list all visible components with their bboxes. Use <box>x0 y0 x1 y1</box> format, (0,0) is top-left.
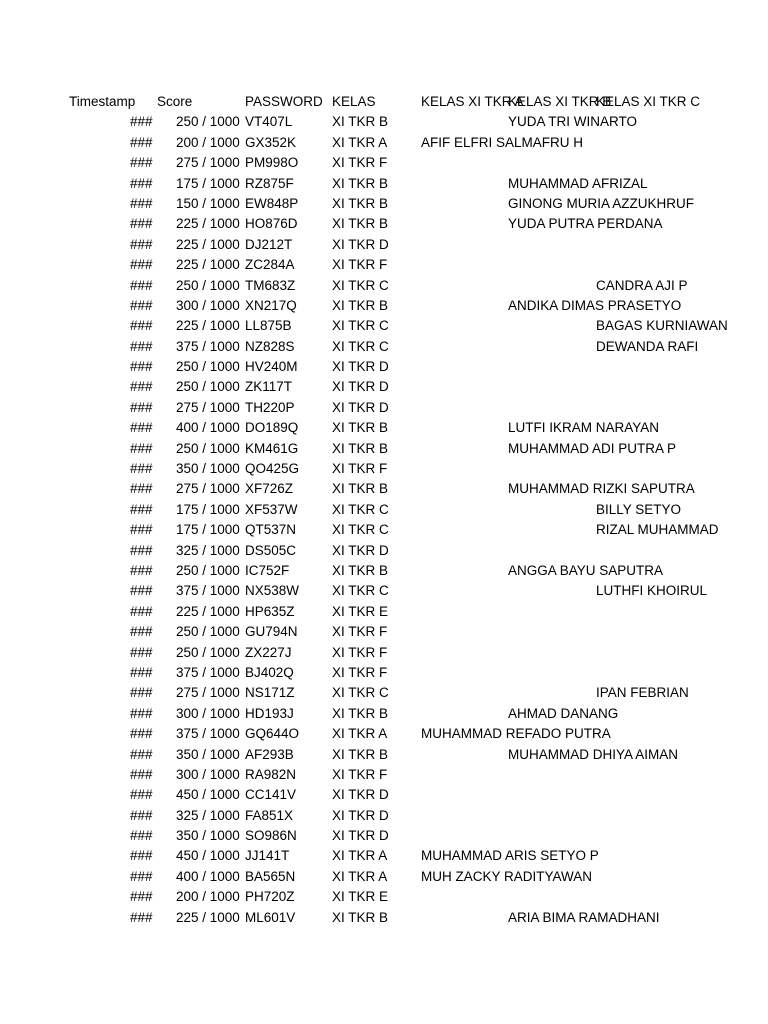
table-row <box>0 846 768 866</box>
score-cell: 175 / 1000 <box>176 522 240 538</box>
table-row <box>0 622 768 642</box>
timestamp-cell: ### <box>130 766 153 782</box>
score-cell: 200 / 1000 <box>176 134 240 150</box>
timestamp-cell: ### <box>130 155 153 171</box>
table-row <box>0 439 768 459</box>
timestamp-cell: ### <box>130 705 153 721</box>
student-name-cell: AFIF ELFRI SALMAFRU H <box>421 134 584 150</box>
kelas-cell: XI TKR F <box>332 644 388 660</box>
kelas-cell: XI TKR B <box>332 195 389 211</box>
student-name-cell: ARIA BIMA RAMADHANI <box>508 909 660 925</box>
header-password: PASSWORD <box>245 94 323 109</box>
timestamp-cell: ### <box>130 868 153 884</box>
student-name-cell: IPAN FEBRIAN <box>596 685 689 701</box>
score-cell: 150 / 1000 <box>176 195 240 211</box>
kelas-cell: XI TKR A <box>332 868 388 884</box>
password-cell: FA851X <box>245 807 294 823</box>
timestamp-cell: ### <box>130 216 153 232</box>
kelas-cell: XI TKR B <box>332 114 389 130</box>
password-cell: NX538W <box>245 583 300 599</box>
table-row <box>0 459 768 479</box>
header-kelas-a: KELAS XI TKR A <box>421 94 524 109</box>
table-row <box>0 418 768 438</box>
table-row <box>0 745 768 765</box>
kelas-cell: XI TKR D <box>332 399 389 415</box>
table-row <box>0 887 768 907</box>
timestamp-cell: ### <box>130 828 153 844</box>
student-name-cell: GINONG MURIA AZZUKHRUF <box>508 195 695 211</box>
timestamp-cell: ### <box>130 807 153 823</box>
password-cell: TM683Z <box>245 277 296 293</box>
table-row <box>0 153 768 173</box>
header-timestamp: Timestamp <box>69 94 136 109</box>
timestamp-cell: ### <box>130 644 153 660</box>
header-kelas-b: KELAS XI TKR B <box>508 94 612 109</box>
kelas-cell: XI TKR C <box>332 522 389 538</box>
student-name-cell: LUTHFI KHOIRUL <box>596 583 708 599</box>
kelas-cell: XI TKR C <box>332 501 389 517</box>
table-row <box>0 704 768 724</box>
timestamp-cell: ### <box>130 338 153 354</box>
table-row <box>0 296 768 316</box>
table-row <box>0 174 768 194</box>
password-cell: IC752F <box>245 562 290 578</box>
score-cell: 325 / 1000 <box>176 807 240 823</box>
score-cell: 375 / 1000 <box>176 726 240 742</box>
kelas-cell: XI TKR E <box>332 603 389 619</box>
timestamp-cell: ### <box>130 114 153 130</box>
kelas-cell: XI TKR D <box>332 359 389 375</box>
timestamp-cell: ### <box>130 603 153 619</box>
table-row <box>0 785 768 805</box>
timestamp-cell: ### <box>130 277 153 293</box>
password-cell: DO189Q <box>245 420 299 436</box>
password-cell: AF293B <box>245 746 294 762</box>
table-row <box>0 602 768 622</box>
table-row <box>0 826 768 846</box>
score-cell: 300 / 1000 <box>176 766 240 782</box>
timestamp-cell: ### <box>130 848 153 864</box>
score-cell: 275 / 1000 <box>176 155 240 171</box>
table-body <box>0 112 768 928</box>
score-cell: 450 / 1000 <box>176 848 240 864</box>
kelas-cell: XI TKR B <box>332 175 389 191</box>
score-cell: 225 / 1000 <box>176 216 240 232</box>
score-cell: 250 / 1000 <box>176 624 240 640</box>
password-cell: PH720Z <box>245 889 295 905</box>
password-cell: GX352K <box>245 134 297 150</box>
password-cell: DJ212T <box>245 236 293 252</box>
student-name-cell: DEWANDA RAFI <box>596 338 699 354</box>
kelas-cell: XI TKR A <box>332 726 388 742</box>
kelas-cell: XI TKR B <box>332 746 389 762</box>
password-cell: LL875B <box>245 318 292 334</box>
kelas-cell: XI TKR B <box>332 216 389 232</box>
kelas-cell: XI TKR F <box>332 257 388 273</box>
table-row <box>0 908 768 928</box>
table-row <box>0 561 768 581</box>
timestamp-cell: ### <box>130 664 153 680</box>
student-name-cell: BILLY SETYO <box>596 501 682 517</box>
table-row <box>0 255 768 275</box>
password-cell: JJ141T <box>245 848 290 864</box>
kelas-cell: XI TKR F <box>332 664 388 680</box>
table-row <box>0 500 768 520</box>
table-row <box>0 214 768 234</box>
score-cell: 300 / 1000 <box>176 297 240 313</box>
kelas-cell: XI TKR C <box>332 583 389 599</box>
header-kelas: KELAS <box>332 94 376 109</box>
kelas-cell: XI TKR E <box>332 889 389 905</box>
timestamp-cell: ### <box>130 501 153 517</box>
kelas-cell: XI TKR D <box>332 236 389 252</box>
password-cell: HP635Z <box>245 603 295 619</box>
table-row <box>0 377 768 397</box>
password-cell: RZ875F <box>245 175 294 191</box>
timestamp-cell: ### <box>130 257 153 273</box>
student-name-cell: MUHAMMAD RIZKI SAPUTRA <box>508 481 695 497</box>
score-cell: 375 / 1000 <box>176 583 240 599</box>
password-cell: RA982N <box>245 766 297 782</box>
kelas-cell: XI TKR F <box>332 461 388 477</box>
score-cell: 350 / 1000 <box>176 461 240 477</box>
timestamp-cell: ### <box>130 562 153 578</box>
timestamp-cell: ### <box>130 359 153 375</box>
kelas-cell: XI TKR D <box>332 828 389 844</box>
kelas-cell: XI TKR B <box>332 909 389 925</box>
score-cell: 375 / 1000 <box>176 338 240 354</box>
score-cell: 375 / 1000 <box>176 664 240 680</box>
score-cell: 275 / 1000 <box>176 481 240 497</box>
timestamp-cell: ### <box>130 522 153 538</box>
timestamp-cell: ### <box>130 134 153 150</box>
timestamp-cell: ### <box>130 236 153 252</box>
student-name-cell: AHMAD DANANG <box>508 705 619 721</box>
timestamp-cell: ### <box>130 379 153 395</box>
password-cell: HD193J <box>245 705 294 721</box>
timestamp-cell: ### <box>130 175 153 191</box>
password-cell: ML601V <box>245 909 296 925</box>
password-cell: NZ828S <box>245 338 295 354</box>
password-cell: DS505C <box>245 542 297 558</box>
table-row <box>0 724 768 744</box>
table-row <box>0 643 768 663</box>
kelas-cell: XI TKR F <box>332 624 388 640</box>
kelas-cell: XI TKR F <box>332 155 388 171</box>
score-cell: 250 / 1000 <box>176 562 240 578</box>
password-cell: PM998O <box>245 155 299 171</box>
score-cell: 450 / 1000 <box>176 787 240 803</box>
table-row <box>0 479 768 499</box>
kelas-cell: XI TKR B <box>332 481 389 497</box>
timestamp-cell: ### <box>130 318 153 334</box>
password-cell: KM461G <box>245 440 299 456</box>
score-cell: 400 / 1000 <box>176 868 240 884</box>
password-cell: SO986N <box>245 828 297 844</box>
table-row <box>0 276 768 296</box>
timestamp-cell: ### <box>130 297 153 313</box>
kelas-cell: XI TKR B <box>332 297 389 313</box>
score-cell: 175 / 1000 <box>176 501 240 517</box>
password-cell: XN217Q <box>245 297 297 313</box>
table-row <box>0 581 768 601</box>
student-name-cell: YUDA PUTRA PERDANA <box>508 216 663 232</box>
password-cell: EW848P <box>245 195 299 211</box>
password-cell: GQ644O <box>245 726 300 742</box>
score-cell: 300 / 1000 <box>176 705 240 721</box>
password-cell: QT537N <box>245 522 297 538</box>
password-cell: BJ402Q <box>245 664 294 680</box>
header-row <box>0 92 768 112</box>
table-row <box>0 112 768 132</box>
timestamp-cell: ### <box>130 481 153 497</box>
kelas-cell: XI TKR C <box>332 277 389 293</box>
timestamp-cell: ### <box>130 461 153 477</box>
table-row <box>0 867 768 887</box>
kelas-cell: XI TKR C <box>332 318 389 334</box>
student-name-cell: ANGGA BAYU SAPUTRA <box>508 562 664 578</box>
score-cell: 350 / 1000 <box>176 828 240 844</box>
kelas-cell: XI TKR D <box>332 542 389 558</box>
score-cell: 250 / 1000 <box>176 644 240 660</box>
password-cell: TH220P <box>245 399 295 415</box>
student-name-cell: MUHAMMAD AFRIZAL <box>508 175 648 191</box>
table-row <box>0 541 768 561</box>
timestamp-cell: ### <box>130 440 153 456</box>
kelas-cell: XI TKR F <box>332 766 388 782</box>
student-name-cell: BAGAS KURNIAWAN <box>596 318 728 334</box>
student-name-cell: MUHAMMAD DHIYA AIMAN <box>508 746 679 762</box>
table-row <box>0 683 768 703</box>
timestamp-cell: ### <box>130 726 153 742</box>
score-cell: 225 / 1000 <box>176 909 240 925</box>
table-row <box>0 663 768 683</box>
kelas-cell: XI TKR D <box>332 807 389 823</box>
password-cell: HV240M <box>245 359 298 375</box>
header-kelas-c: KELAS XI TKR C <box>596 94 701 109</box>
timestamp-cell: ### <box>130 685 153 701</box>
student-name-cell: RIZAL MUHAMMAD <box>596 522 719 538</box>
kelas-cell: XI TKR D <box>332 787 389 803</box>
timestamp-cell: ### <box>130 420 153 436</box>
student-name-cell: MUHAMMAD ADI PUTRA P <box>508 440 677 456</box>
score-cell: 250 / 1000 <box>176 379 240 395</box>
score-cell: 250 / 1000 <box>176 114 240 130</box>
password-cell: BA565N <box>245 868 296 884</box>
password-cell: GU794N <box>245 624 298 640</box>
student-name-cell: CANDRA AJI P <box>596 277 688 293</box>
timestamp-cell: ### <box>130 746 153 762</box>
password-cell: XF726Z <box>245 481 294 497</box>
timestamp-cell: ### <box>130 583 153 599</box>
student-name-cell: LUTFI IKRAM NARAYAN <box>508 420 660 436</box>
password-cell: ZC284A <box>245 257 295 273</box>
student-name-cell: ANDIKA DIMAS PRASETYO <box>508 297 682 313</box>
score-cell: 275 / 1000 <box>176 685 240 701</box>
timestamp-cell: ### <box>130 909 153 925</box>
kelas-cell: XI TKR A <box>332 848 388 864</box>
header-score: Score <box>157 94 193 109</box>
score-cell: 175 / 1000 <box>176 175 240 191</box>
score-cell: 225 / 1000 <box>176 318 240 334</box>
password-cell: CC141V <box>245 787 297 803</box>
timestamp-cell: ### <box>130 787 153 803</box>
table-row <box>0 357 768 377</box>
score-cell: 225 / 1000 <box>176 257 240 273</box>
table-row <box>0 337 768 357</box>
student-name-cell: MUHAMMAD ARIS SETYO P <box>421 848 599 864</box>
student-name-cell: MUH ZACKY RADITYAWAN <box>421 868 593 884</box>
table-row <box>0 194 768 214</box>
password-cell: ZX227J <box>245 644 292 660</box>
table-row <box>0 133 768 153</box>
table-row <box>0 765 768 785</box>
table-row <box>0 398 768 418</box>
score-cell: 250 / 1000 <box>176 440 240 456</box>
table-row <box>0 316 768 336</box>
password-cell: HO876D <box>245 216 298 232</box>
score-cell: 400 / 1000 <box>176 420 240 436</box>
student-name-cell: YUDA TRI WINARTO <box>508 114 638 130</box>
kelas-cell: XI TKR C <box>332 338 389 354</box>
password-cell: ZK117T <box>245 379 293 395</box>
table-row <box>0 520 768 540</box>
password-cell: VT407L <box>245 114 293 130</box>
score-cell: 225 / 1000 <box>176 603 240 619</box>
password-cell: XF537W <box>245 501 298 517</box>
password-cell: NS171Z <box>245 685 295 701</box>
timestamp-cell: ### <box>130 399 153 415</box>
score-cell: 250 / 1000 <box>176 277 240 293</box>
timestamp-cell: ### <box>130 624 153 640</box>
student-name-cell: MUHAMMAD REFADO PUTRA <box>421 726 611 742</box>
spreadsheet <box>0 92 768 928</box>
kelas-cell: XI TKR B <box>332 705 389 721</box>
kelas-cell: XI TKR B <box>332 562 389 578</box>
password-cell: QO425G <box>245 461 300 477</box>
table-row <box>0 806 768 826</box>
timestamp-cell: ### <box>130 195 153 211</box>
kelas-cell: XI TKR B <box>332 420 389 436</box>
table-row <box>0 235 768 255</box>
kelas-cell: XI TKR C <box>332 685 389 701</box>
kelas-cell: XI TKR A <box>332 134 388 150</box>
timestamp-cell: ### <box>130 889 153 905</box>
score-cell: 250 / 1000 <box>176 359 240 375</box>
kelas-cell: XI TKR D <box>332 379 389 395</box>
score-cell: 350 / 1000 <box>176 746 240 762</box>
score-cell: 275 / 1000 <box>176 399 240 415</box>
score-cell: 225 / 1000 <box>176 236 240 252</box>
kelas-cell: XI TKR B <box>332 440 389 456</box>
timestamp-cell: ### <box>130 542 153 558</box>
score-cell: 325 / 1000 <box>176 542 240 558</box>
score-cell: 200 / 1000 <box>176 889 240 905</box>
